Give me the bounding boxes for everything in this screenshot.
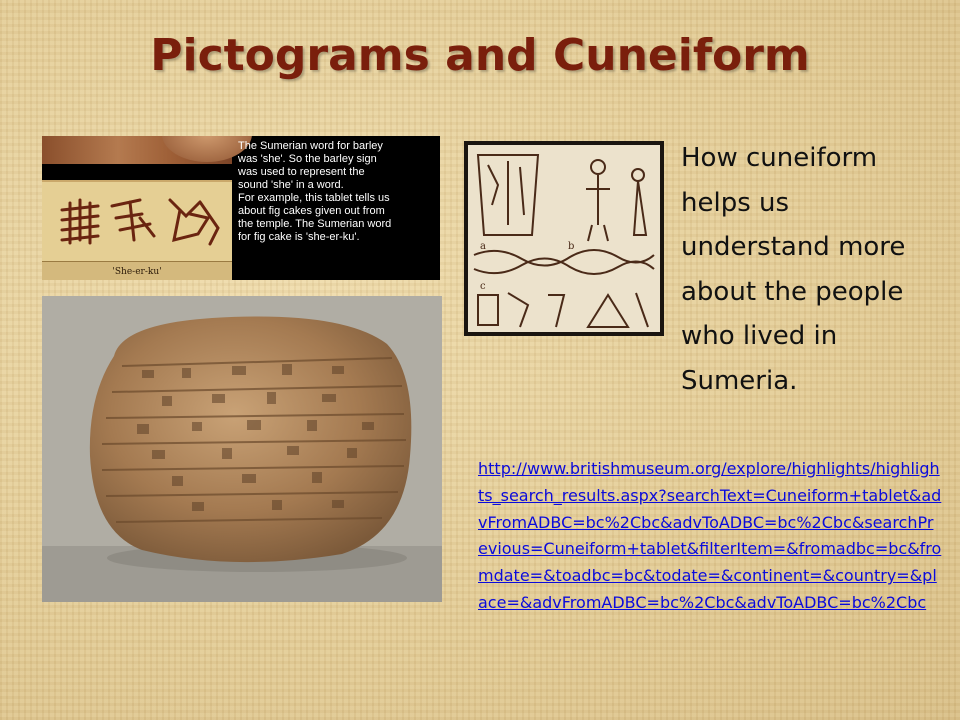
clay-tablet-fragment-image bbox=[42, 136, 232, 164]
signs-caption: 'She-er-ku' bbox=[42, 261, 232, 280]
cuneiform-signs-drawing bbox=[42, 180, 232, 280]
cylinder-seal-drawing bbox=[464, 141, 664, 336]
cuneiform-tablet-photo bbox=[42, 296, 442, 602]
british-museum-source-link[interactable]: http://www.britishmuseum.org/explore/highlights/highlights_search_results.aspx?searchText=Cuneiform+tablet&advFromADBC=bc%2Cbc&advToADBC=bc%2Cbc&searchPrevious=Cuneiform+tablet&filterItem=&fromadbc=bc&fromdate=&toadbc=bc&todate=&continent=&country=&place=&advFromADBC=bc%2Cbc&advToADBC=bc%2Cbc bbox=[478, 459, 942, 612]
main-text: How cuneiform helps us understand more about the people who lived in Sumeria. bbox=[681, 143, 906, 396]
svg-text:c: c bbox=[480, 281, 486, 292]
svg-text:b: b bbox=[568, 241, 575, 252]
barley-sign-image bbox=[42, 136, 440, 280]
she-er-ku-signs bbox=[50, 188, 226, 258]
barley-explanation-text: The Sumerian word for barley was 'she'. So the barley sign was used to represent the sound 'she' in a word. For example, this tablet tells us about fig cakes given out from the temple. The Sumerian word for fig cake is 'she-er-ku'. bbox=[238, 140, 392, 243]
slide-title: Pictograms and Cuneiform bbox=[150, 30, 810, 81]
svg-text:a: a bbox=[480, 241, 486, 252]
